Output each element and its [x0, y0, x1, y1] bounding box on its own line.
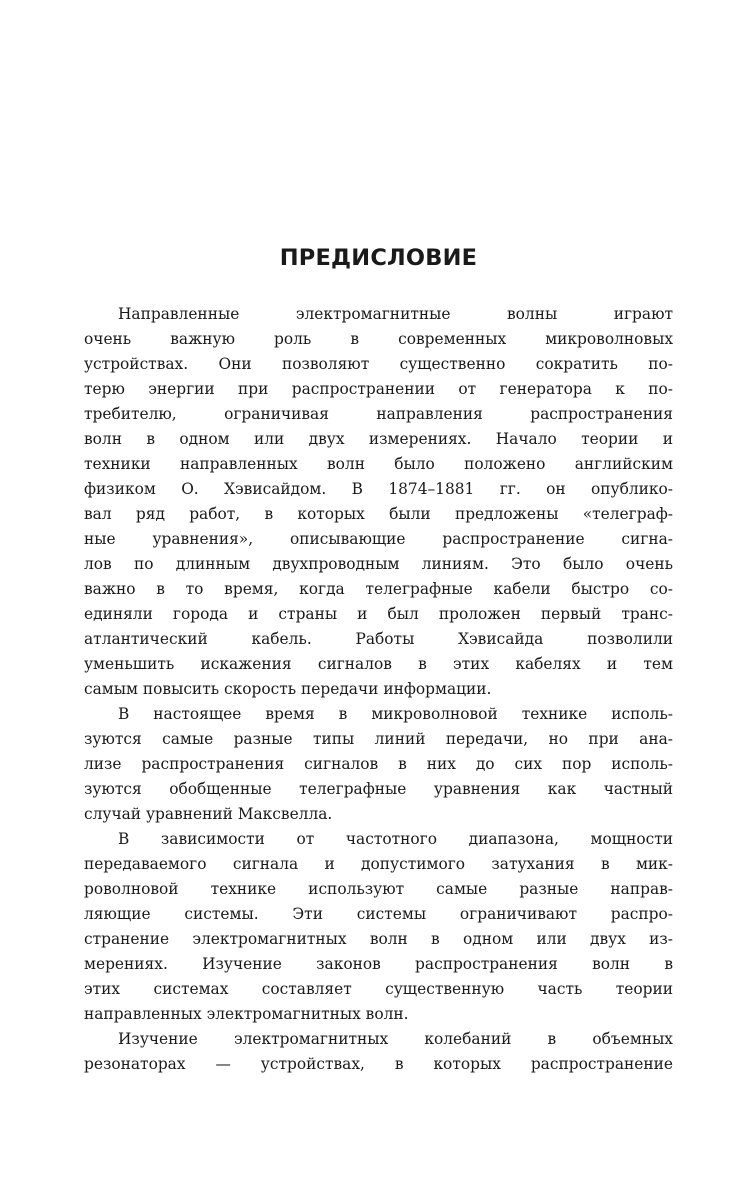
text-line: техники направленных волн было положено английским	[84, 455, 673, 473]
text-line: лов по длинным двухпроводным линиям. Это было очень	[84, 555, 673, 573]
text-line: требителю, ограничивая направления распространения	[84, 405, 673, 423]
text-line: резонаторах — устройствах, в которых распространение	[84, 1055, 673, 1073]
text-line: самым повысить скорость передачи информации.	[84, 680, 492, 698]
text-line: вал ряд работ, в которых были предложены «телеграф-	[84, 505, 673, 523]
book-page	[84, 0, 673, 1182]
text-line: В настоящее время в микроволновой технике исполь-	[118, 705, 673, 723]
text-line: странение электромагнитных волн в одном или двух из-	[84, 930, 673, 948]
text-line: атлантический кабель. Работы Хэвисайда позволили	[84, 630, 673, 648]
text-line: мерениях. Изучение законов распространения волн в	[84, 955, 673, 973]
text-line: терю энергии при распространении от генератора к по-	[84, 380, 673, 398]
text-line: Направленные электромагнитные волны играют	[118, 305, 673, 323]
paragraph	[84, 1027, 673, 1077]
text-line: волн в одном или двух измерениях. Начало теории и	[84, 430, 673, 448]
text-line: важно в то время, когда телеграфные кабели быстро со-	[84, 580, 673, 598]
text-line: передаваемого сигнала и допустимого затухания в мик-	[84, 855, 673, 873]
paragraph	[84, 302, 673, 702]
body-text	[84, 302, 673, 1077]
text-line: уменьшить искажения сигналов в этих кабелях и тем	[84, 655, 673, 673]
paragraph	[84, 702, 673, 827]
text-line: единяли города и страны и был проложен первый транс-	[84, 605, 673, 623]
text-line: ные уравнения», описывающие распространение сигна-	[84, 530, 673, 548]
text-line: этих системах составляет существенную часть теории	[84, 980, 673, 998]
text-line: зуются самые разные типы линий передачи, но при ана-	[84, 730, 673, 748]
text-line: устройствах. Они позволяют существенно сократить по-	[84, 355, 673, 373]
text-line: очень важную роль в современных микроволновых	[84, 330, 673, 348]
text-line: В зависимости от частотного диапазона, мощности	[118, 830, 673, 848]
text-line: зуются обобщенные телеграфные уравнения как частный	[84, 780, 673, 798]
page-title: ПРЕДИСЛОВИЕ	[279, 245, 478, 271]
paragraph	[84, 827, 673, 1027]
text-line: Изучение электромагнитных колебаний в объемных	[118, 1030, 673, 1048]
text-line: направленных электромагнитных волн.	[84, 1005, 409, 1023]
text-line: случай уравнений Максвелла.	[84, 805, 333, 823]
text-line: физиком О. Хэвисайдом. В 1874–1881 гг. он опублико-	[84, 480, 673, 498]
text-line: роволновой технике используют самые разные направ-	[84, 880, 673, 898]
text-line: ляющие системы. Эти системы ограничивают распро-	[84, 905, 673, 923]
text-line: лизе распространения сигналов в них до сих пор исполь-	[84, 755, 673, 773]
